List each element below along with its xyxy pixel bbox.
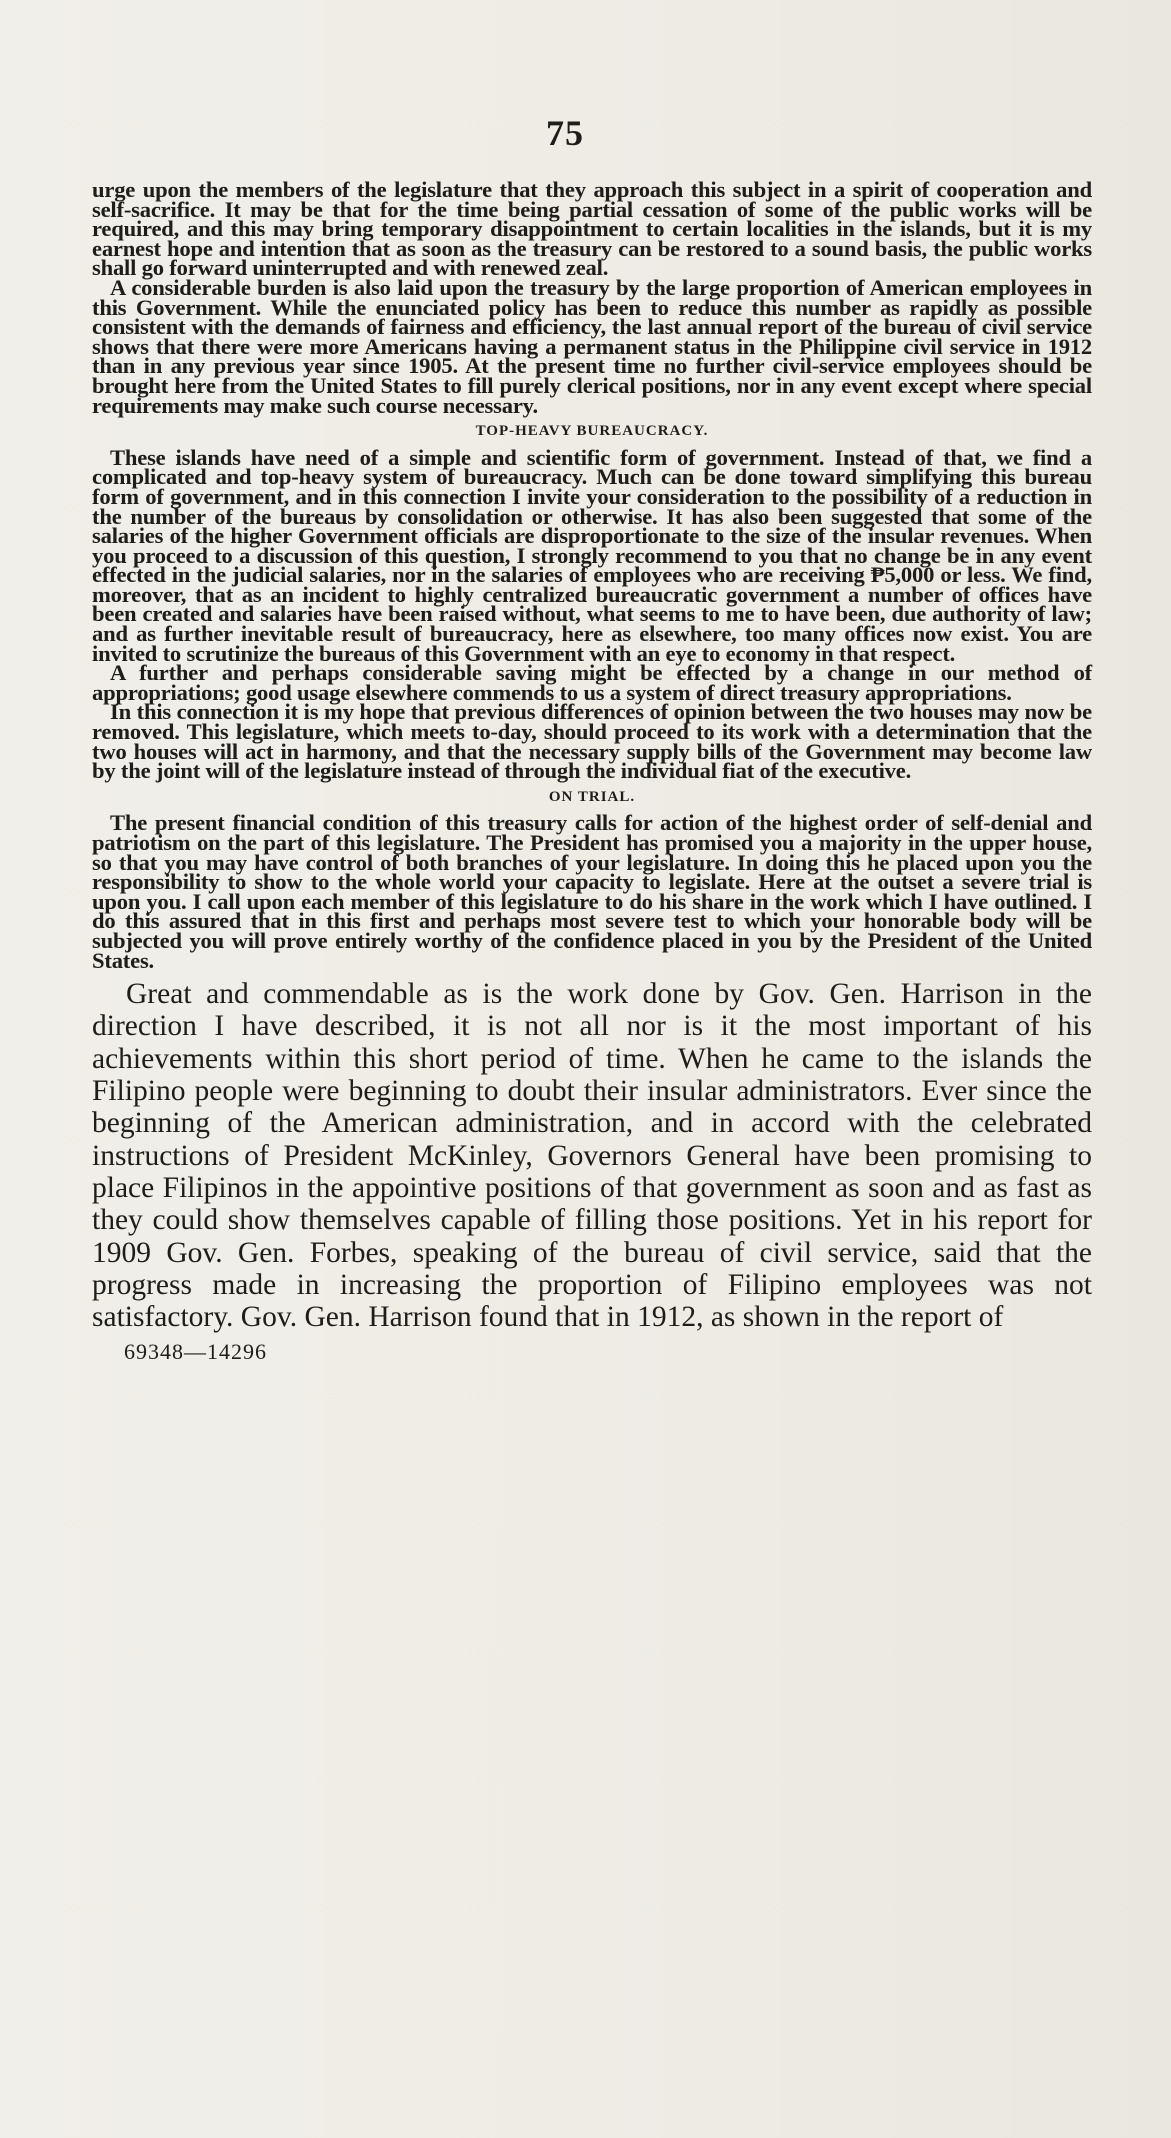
paragraph: A further and perhaps considerable saving might be effected by a change in our method of appropriations; good usage elsewhere commends to us a system of direct treasury appropriations. — [92, 660, 1092, 705]
section-heading-on-trial: ON TRIAL. — [548, 788, 636, 805]
quoted-message-block — [92, 177, 1092, 973]
page-number: 75 — [546, 113, 584, 153]
text-column — [92, 177, 1092, 1365]
paragraph: In this connection it is my hope that previous differences of opinion between the two houses may now be removed. This legislature, which meets to-day, should proceed to its work with a determination that the two houses will act in harmony, and that the necessary supply bills of the Government may become law by the joint will of the legislature instead of through the individual fiat of the executive. — [92, 699, 1092, 784]
body-paragraph: Great and commendable as is the work done by Gov. Gen. Harrison in the direction I have described, it is not all nor is it the most important of his achievements within this short period of time. When he came to the islands the Filipino people were beginning to doubt their insular administrators. Ever since the beginning of the American administration, and in accord with the celebrated instructions of President McKinley, Governors General have been promising to place Filipinos in the appointive positions of that government as soon and as fast as they could show themselves capable of filling those positions. Yet in his report for 1909 Gov. Gen. Forbes, speaking of the bureau of civil service, said that the progress made in increasing the proportion of Filipino employees was not satisfactory. Gov. Gen. Harrison found that in 1912, as shown in the report of — [92, 978, 1092, 1334]
section-heading-top-heavy-bureaucracy: TOP-HEAVY BUREAUCRACY. — [475, 423, 709, 440]
body-text-block — [92, 978, 1092, 1333]
paragraph: These islands have need of a simple and scientific form of government. Instead of that, we find a complicated and top-heavy system of bureaucracy. Much can be done toward simplifying this bureau form of government, and in this connection I invite your consideration to the possibility of a reduction in the number of the bureaus by consolidation or otherwise. It has also been suggested that some of the salaries of the higher Government officials are disproportionate to the size of the insular revenues. When you proceed to a discussion of this question, I strongly recommend to you that no change be in any event effected in the judicial salaries, nor in the salaries of employees who are receiving ₱5,000 or less. We find, moreover, that as an incident to highly centralized bureaucratic government a number of offices have been created and salaries have been raised without, what seems to me to have been, due authority of law; and as further inevitable result of bureaucracy, here as elsewhere, too many offices now exist. You are invited to scrutinize the bureaus of this Government with an eye to economy in that respect. — [92, 444, 1092, 666]
paragraph: urge upon the members of the legislature that they approach this subject in a spirit of cooperation and self-sacrifice. It may be that for the time being partial cessation of some of the public works will be required, and this may bring temporary disappointment to certain localities in the islands, but it is my earnest hope and intention that as soon as the treasury can be restored to a sound basis, the public works shall go forward uninterrupted and with renewed zeal. — [92, 177, 1092, 281]
print-code: 69348—14296 — [124, 1339, 267, 1365]
paragraph: The present financial condition of this treasury calls for action of the highest order of self-denial and patriotism on the part of this legislature. The President has promised you a majority in the upper house, so that you may have control of both branches of your legislature. In doing this he placed upon you the responsibility to show to the whole world your capacity to legislate. Here at the outset a severe trial is upon you. I call upon each member of this legislature to do his share in the work which I have outlined. I do this assured that in this first and perhaps most severe test to which your honorable body will be subjected you will prove entirely worthy of the confidence placed in you by the President of the United States. — [92, 810, 1092, 973]
paragraph: A considerable burden is also laid upon the treasury by the large proportion of American employees in this Government. While the enunciated policy has been to reduce this number as rapidly as possible consistent with the demands of fairness and efficiency, the last annual report of the bureau of civil service shows that there were more Americans having a permanent status in the Philippine civil service in 1912 than in any previous year since 1905. At the present time no further civil-service employees should be brought here from the United States to fill purely clerical positions, nor in any event except where special requirements may make such course necessary. — [92, 274, 1092, 418]
